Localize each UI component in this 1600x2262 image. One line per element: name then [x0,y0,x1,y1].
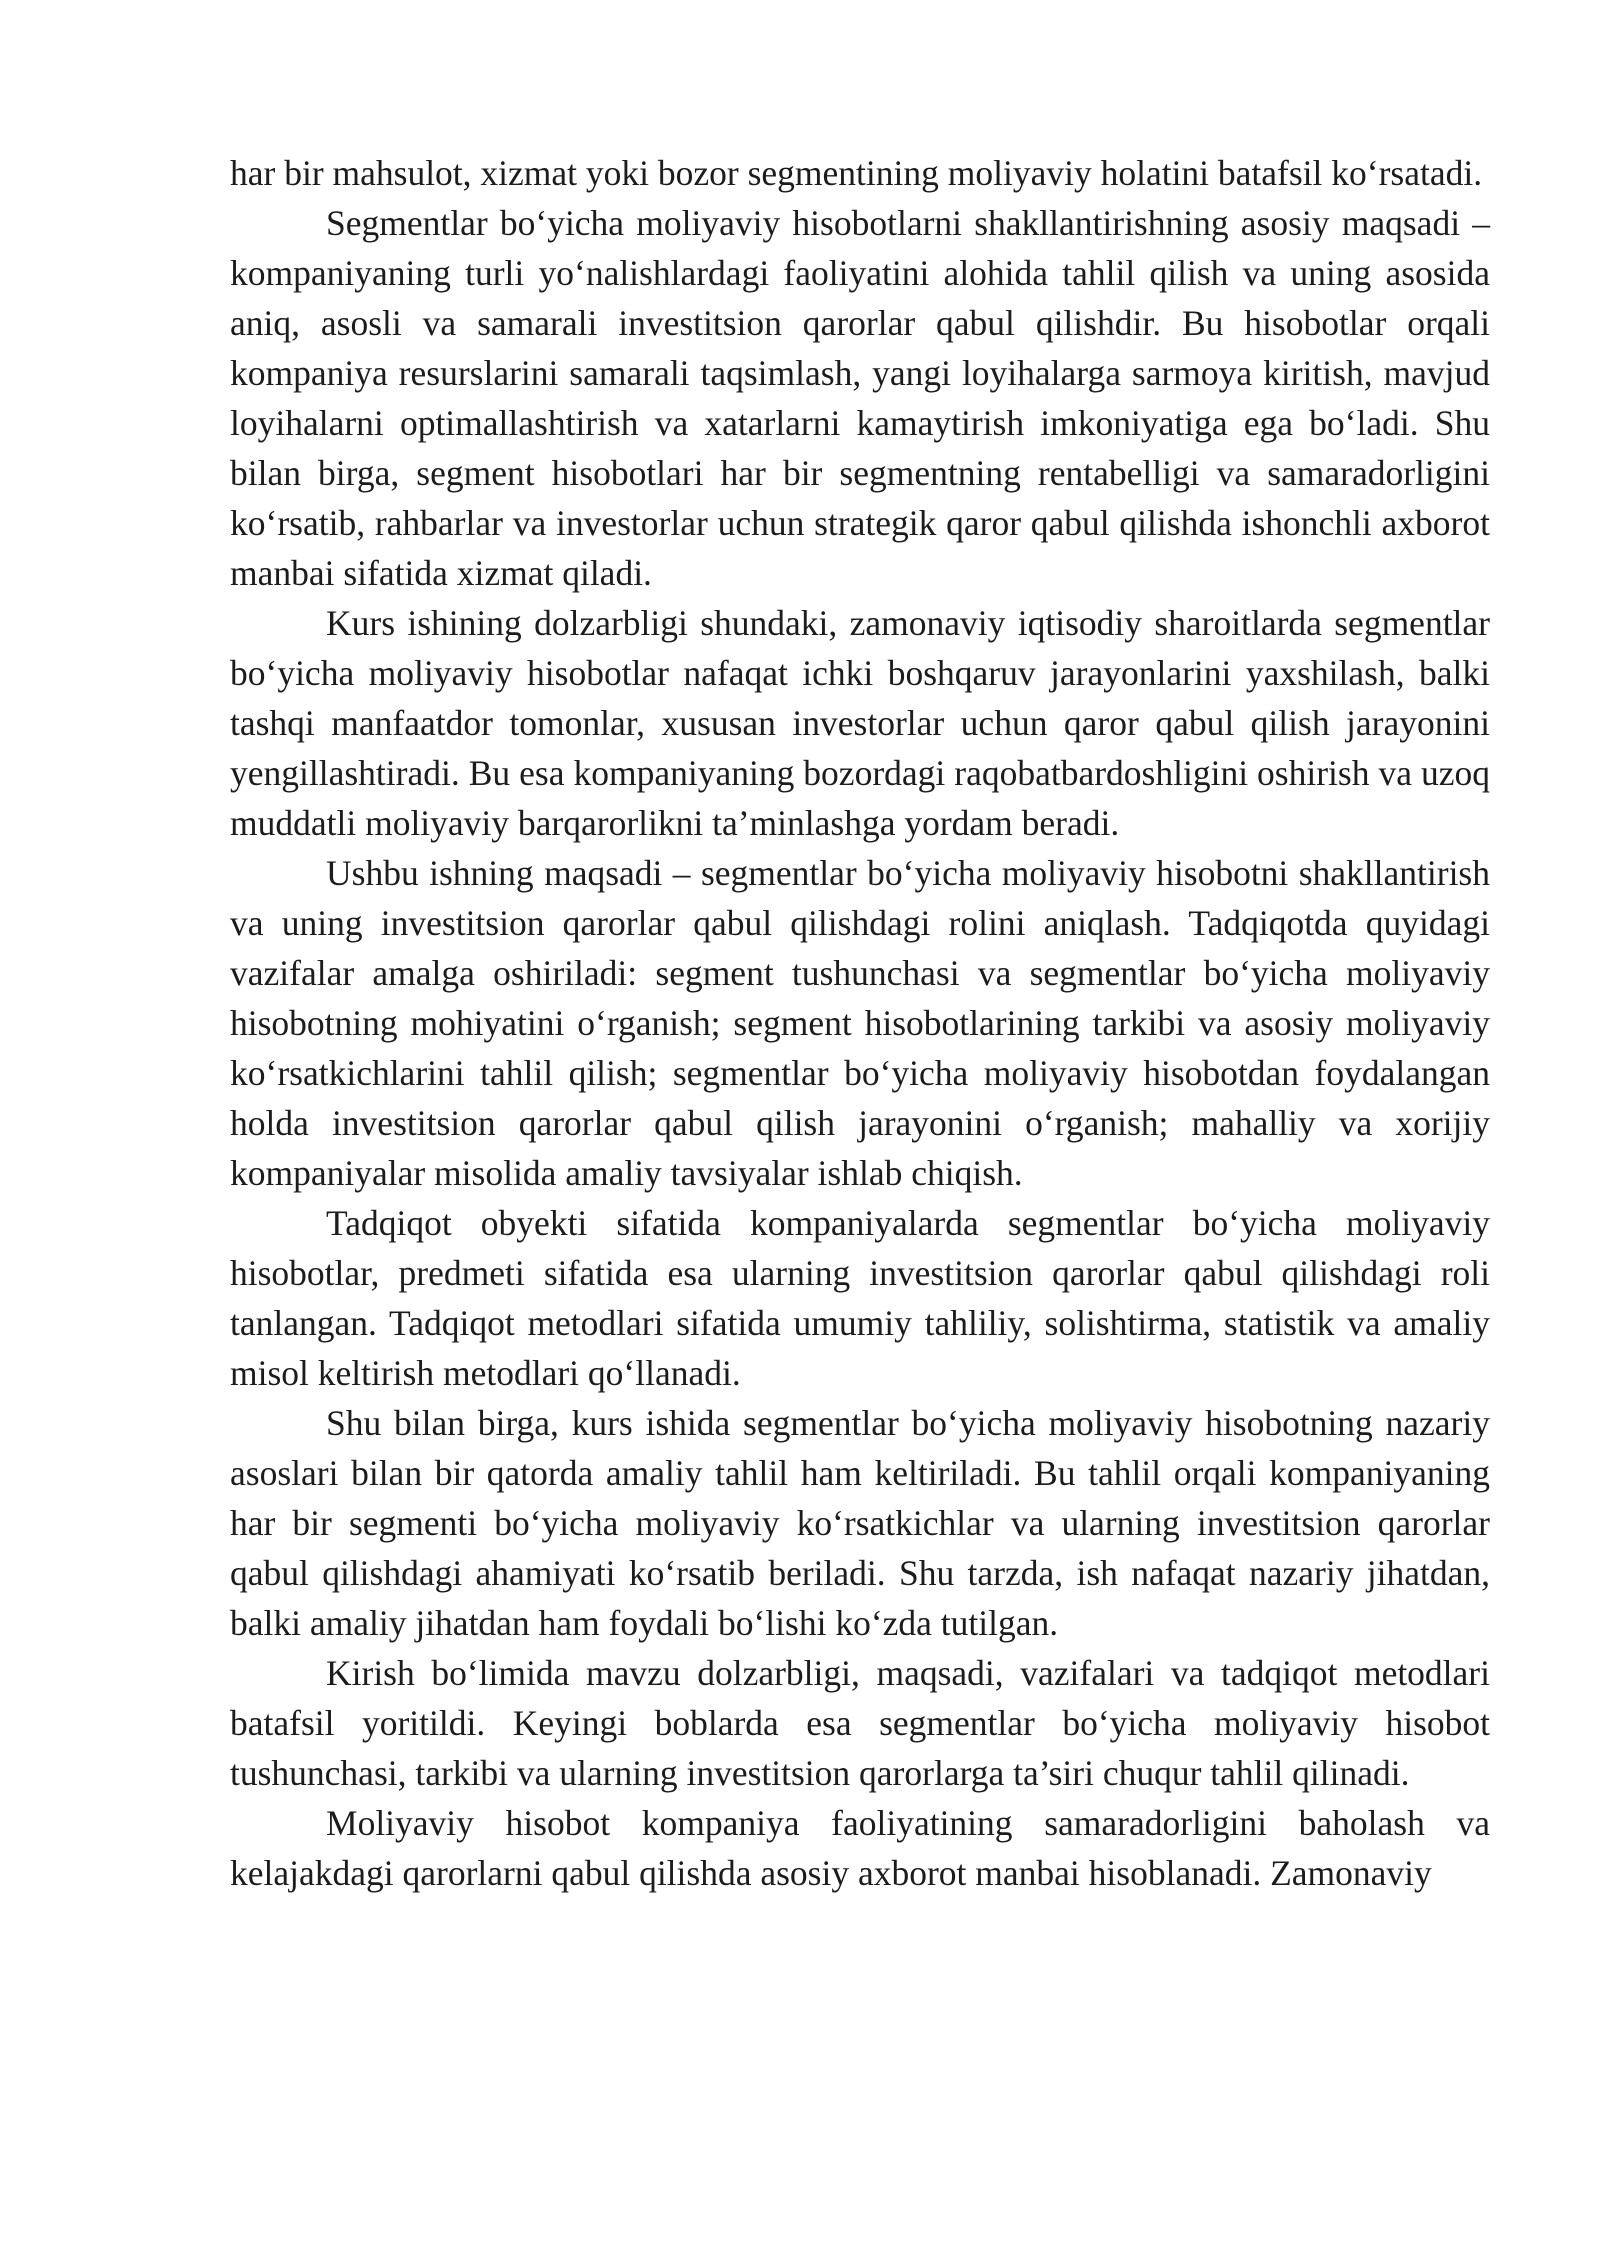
paragraph-financial-report: Moliyaviy hisobot kompaniya faoliyatining samaradorligini baholash va kelajakdagi qarorlarni qabul qilishda asosiy axborot manbai hisoblanadi. Zamonaviy [230,1803,1490,1893]
paragraph-object-methods: Tadqiqot obyekti sifatida kompaniyalarda segmentlar bo‘yicha moliyaviy hisobotlar, predmeti sifatida esa ularning investitsion qarorlar qabul qilishdagi roli tanlangan. Tadqiqot metodlari sifatida umumiy tahliliy, solishtirma, statistik va amaliy misol keltirish metodlari qo‘llanadi. [230,1203,1490,1393]
paragraph-purpose: Segmentlar bo‘yicha moliyaviy hisobotlarni shakllantirishning asosiy maqsadi – kompaniyaning turli yo‘nalishlardagi faoliyatini alohida tahlil qilish va uning asosida aniq, asosli va samarali investitsion qarorlar qabul qilishdir. Bu hisobotlar orqali kompaniya resurslarini samarali taqsimlash, yangi loyihalarga sarmoya kiritish, mavjud loyihalarni optimallashtirish va xatarlarni kamaytirish imkoniyatiga ega bo‘ladi. Shu bilan birga, segment hisobotlari har bir segmentning rentabelligi va samaradorligini ko‘rsatib, rahbarlar va investorlar uchun strategik qaror qabul qilishda ishonchli axborot manbai sifatida xizmat qiladi. [230,203,1490,593]
paragraph-aim-tasks: Ushbu ishning maqsadi – segmentlar bo‘yicha moliyaviy hisobotni shakllantirish va uning investitsion qarorlar qabul qilishdagi rolini aniqlash. Tadqiqotda quyidagi vazifalar amalga oshiriladi: segment tushunchasi va segmentlar bo‘yicha moliyaviy hisobotning mohiyatini o‘rganish; segment hisobotlarining tarkibi va asosiy moliyaviy ko‘rsatkichlarini tahlil qilish; segmentlar bo‘yicha moliyaviy hisobotdan foydalangan holda investitsion qarorlar qabul qilish jarayonini o‘rganish; mahalliy va xorijiy kompaniyalar misolida amaliy tavsiyalar ishlab chiqish. [230,853,1490,1193]
paragraph-introduction-summary: Kirish bo‘limida mavzu dolzarbligi, maqsadi, vazifalari va tadqiqot metodlari batafsil yoritildi. Keyingi boblarda esa segmentlar bo‘yicha moliyaviy hisobot tushunchasi, tarkibi va ularning investitsion qarorlarga ta’siri chuqur tahlil qilinadi. [230,1653,1490,1793]
paragraph-relevance: Kurs ishining dolzarbligi shundaki, zamonaviy iqtisodiy sharoitlarda segmentlar bo‘yicha moliyaviy hisobotlar nafaqat ichki boshqaruv jarayonlarini yaxshilash, balki tashqi manfaatdor tomonlar, xususan investorlar uchun qaror qabul qilish jarayonini yengillashtiradi. Bu esa kompaniyaning bozordagi raqobatbardoshligini oshirish va uzoq muddatli moliyaviy barqarorlikni ta’minlashga yordam beradi. [230,603,1490,843]
paragraph-continuation: har bir mahsulot, xizmat yoki bozor segmentining moliyaviy holatini batafsil ko‘rsatadi. [230,153,1483,193]
body-text [230,148,1490,1898]
paragraph-practical-analysis: Shu bilan birga, kurs ishida segmentlar bo‘yicha moliyaviy hisobotning nazariy asoslari bilan bir qatorda amaliy tahlil ham keltiriladi. Bu tahlil orqali kompaniyaning har bir segmenti bo‘yicha moliyaviy ko‘rsatkichlar va ularning investitsion qarorlar qabul qilishdagi ahamiyati ko‘rsatib beriladi. Shu tarzda, ish nafaqat nazariy jihatdan, balki amaliy jihatdan ham foydali bo‘lishi ko‘zda tutilgan. [230,1403,1490,1643]
